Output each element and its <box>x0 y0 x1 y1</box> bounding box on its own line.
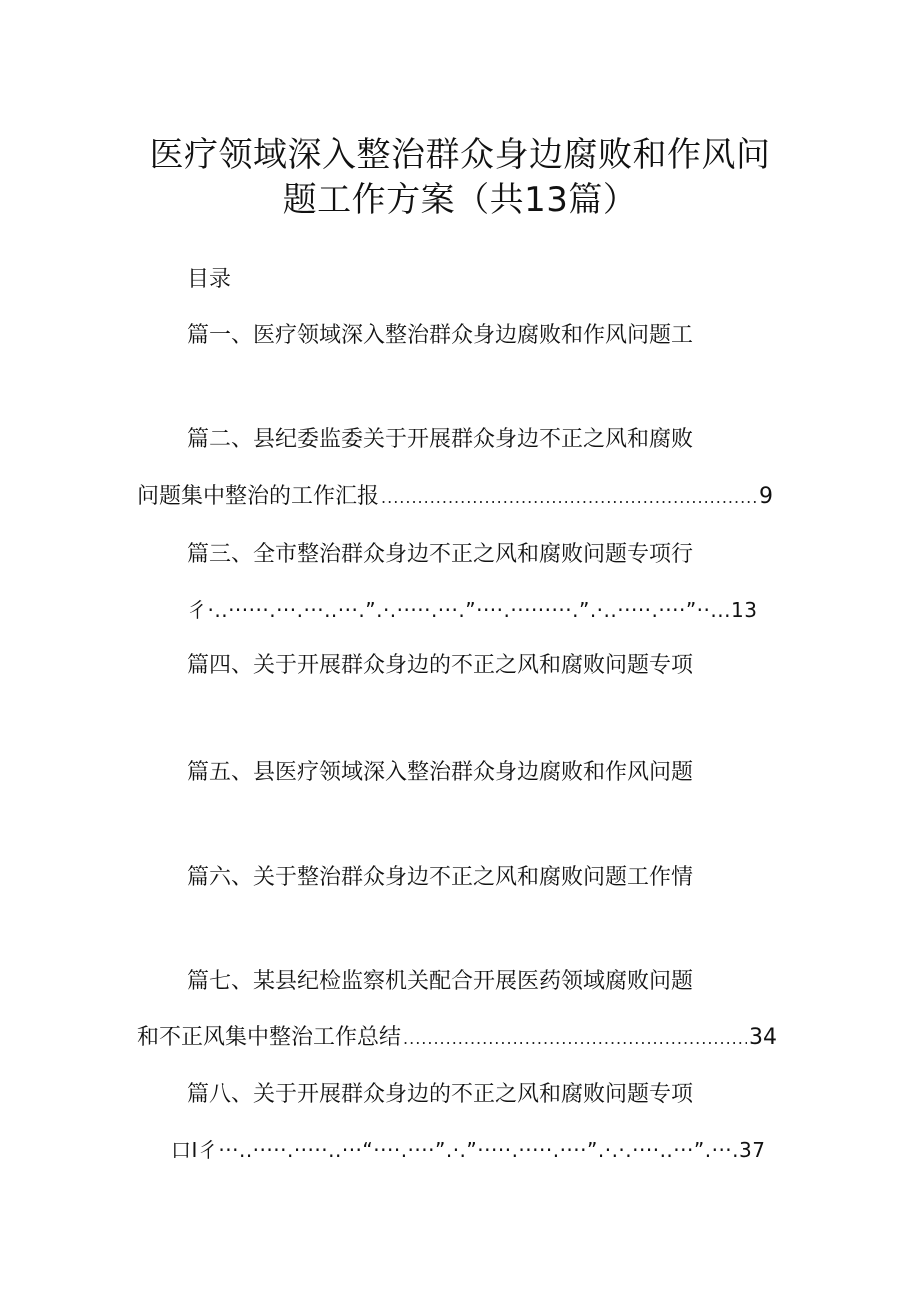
document-title-line-2: 题工作方案（共13篇） <box>282 180 638 220</box>
toc-entry-1: 篇一、医疗领域深入整治群众身边腐败和作风问题工 <box>187 323 694 348</box>
toc-entry-7-continuation <box>137 1022 777 1055</box>
dot-leader <box>403 1023 747 1055</box>
toc-entry-4: 篇四、关于开展群众身边的不正之风和腐败问题专项 <box>187 653 694 678</box>
toc-entry-2-continuation <box>137 481 773 514</box>
toc-entry-2-page: 9 <box>759 484 773 509</box>
toc-entry-5: 篇五、县医疗领域深入整治群众身边腐败和作风问题 <box>187 760 694 785</box>
toc-entry-2-cont-text: 问题集中整治的工作汇报 <box>137 484 380 509</box>
toc-entry-6: 篇六、关于整治群众身边不正之风和腐败问题工作情 <box>187 865 694 890</box>
toc-entry-3-garbled-leader: 彳·..······.···.···..···.”.·.·····.···.”····.·········.”.·..·····.····”··...13 <box>187 598 758 622</box>
toc-entry-7-page: 34 <box>749 1025 777 1050</box>
toc-entry-3: 篇三、全市整治群众身边不正之风和腐败问题专项行 <box>187 542 694 567</box>
toc-entry-2: 篇二、县纪委监委关于开展群众身边不正之风和腐败 <box>187 427 694 452</box>
dot-leader <box>381 482 757 514</box>
toc-entry-8: 篇八、关于开展群众身边的不正之风和腐败问题专项 <box>187 1082 694 1107</box>
toc-entry-7: 篇七、某县纪检监察机关配合开展医药领域腐败问题 <box>187 969 694 994</box>
toc-entry-8-garbled-leader: 口I彳···..·····.·····..···“····.····”.·.”·····.·····.····”.·.·.····..···”.···.37 <box>171 1138 766 1162</box>
toc-heading: 目录 <box>187 267 232 292</box>
document-title-line-1: 医疗领域深入整治群众身边腐败和作风问 <box>149 135 771 175</box>
toc-entry-7-cont-text: 和不正风集中整治工作总结 <box>137 1025 402 1050</box>
